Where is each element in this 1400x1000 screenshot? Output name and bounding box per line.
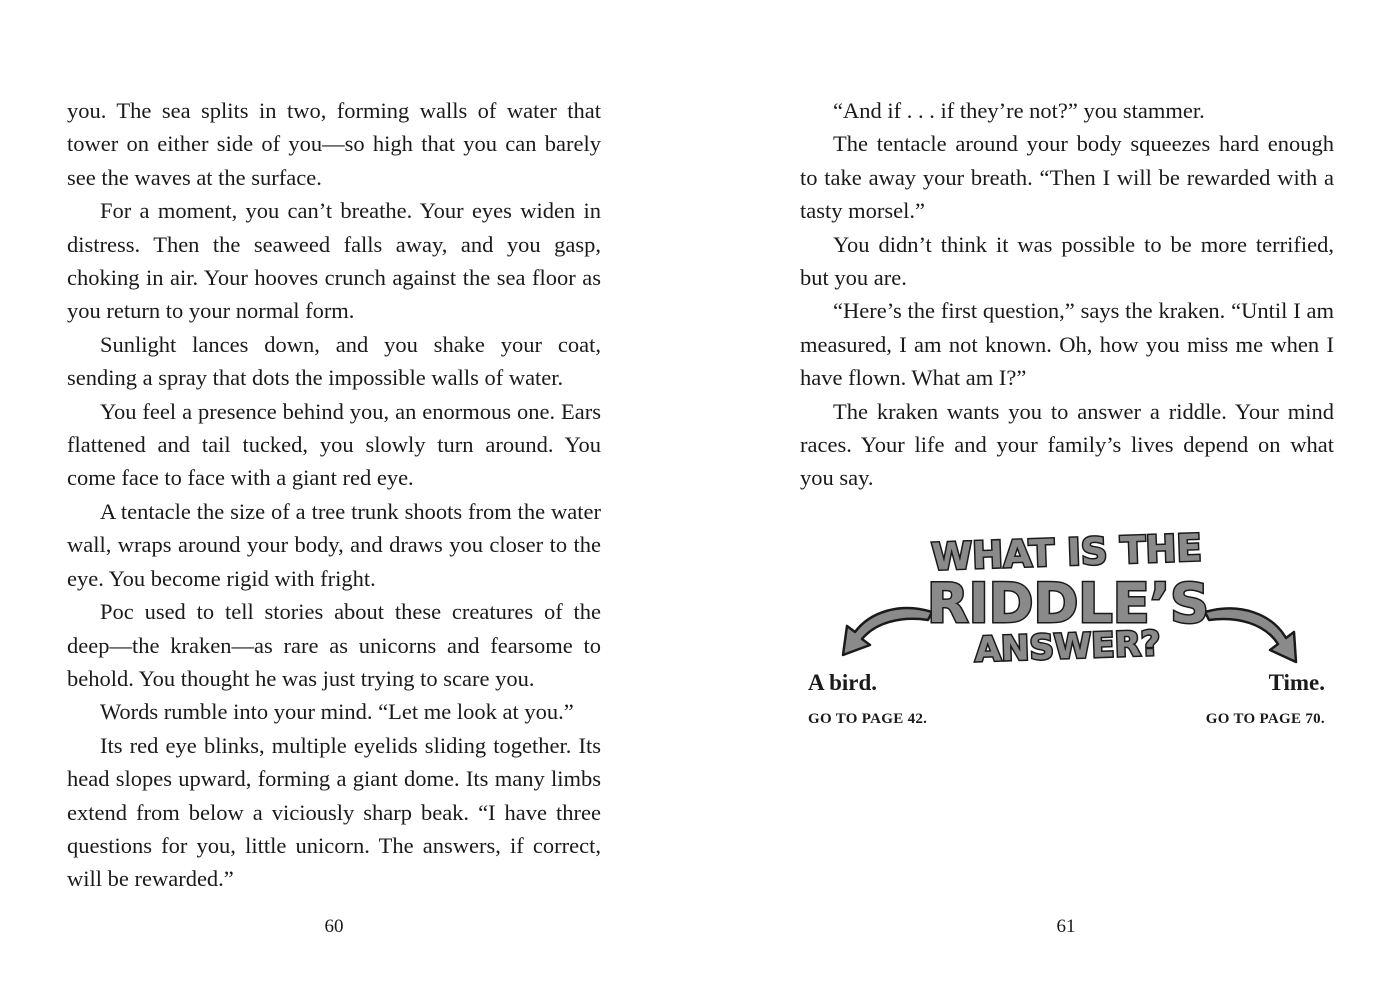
choice-b-goto[interactable]: GO TO PAGE 70. (1205, 711, 1325, 727)
paragraph: A tentacle the size of a tree trunk shoots from the water wall, wraps around your body, and draws you closer to the eye. You become rigid with fright. (67, 498, 601, 591)
choice-title-line3: ANSWER? (974, 623, 1162, 671)
left-page-text (67, 94, 601, 896)
page-number: 61 (1056, 916, 1076, 937)
choice-a-label[interactable]: A bird. (808, 670, 878, 695)
page-number: 60 (324, 916, 344, 937)
right-arrow-icon (1205, 608, 1296, 662)
left-arrow-icon (843, 608, 932, 655)
paragraph: For a moment, you can’t breathe. Your eyes widen in distress. Then the seaweed falls away, and you gasp, choking in air. Your hooves crunch against the sea floor as you return to your normal form. (67, 198, 601, 324)
choice-a-goto[interactable]: GO TO PAGE 42. (808, 711, 928, 727)
paragraph: Sunlight lances down, and you shake your coat, sending a spray that dots the impossible walls of water. (67, 331, 601, 391)
choice-b-label[interactable]: Time. (1268, 670, 1325, 695)
paragraph: The tentacle around your body squeezes hard enough to take away your breath. “Then I will be rewarded with a tasty morsel.” (800, 131, 1334, 224)
choice-title-line2: RIDDLE’S (926, 572, 1210, 635)
paragraph: “And if . . . if they’re not?” you stammer. (833, 98, 1205, 123)
right-page (700, 0, 1400, 1000)
choice-graphic (700, 0, 1400, 1000)
paragraph: The kraken wants you to answer a riddle. Your mind races. Your life and your family’s lives depend on what you say. (800, 398, 1334, 491)
choice-title-line1: WHAT IS THE (930, 526, 1203, 579)
paragraph: Words rumble into your mind. “Let me look at you.” (100, 699, 574, 725)
paragraph: Its red eye blinks, multiple eyelids sliding together. Its head slopes upward, forming a giant dome. Its many limbs extend from below a viciously sharp beak. “I have three questions for you, little unicorn. The answers, if correct, will be rewarded.” (67, 732, 601, 892)
paragraph: you. The sea splits in two, forming walls of water that tower on either side of you—so high that you can barely see the waves at the surface. (67, 98, 601, 190)
paragraph: You didn’t think it was possible to be more terrified, but you are. (800, 231, 1334, 291)
paragraph: “Here’s the first question,” says the kraken. “Until I am measured, I am not known. Oh, how you miss me when I have flown. What am I?” (800, 298, 1334, 391)
paragraph: Poc used to tell stories about these creatures of the deep—the kraken—as rare as unicorns and fearsome to behold. You thought he was just trying to scare you. (67, 599, 601, 691)
paragraph: You feel a presence behind you, an enormous one. Ears flattened and tail tucked, you slowly turn around. You come face to face with a giant red eye. (67, 398, 601, 491)
choice-title-art (700, 0, 1400, 1000)
